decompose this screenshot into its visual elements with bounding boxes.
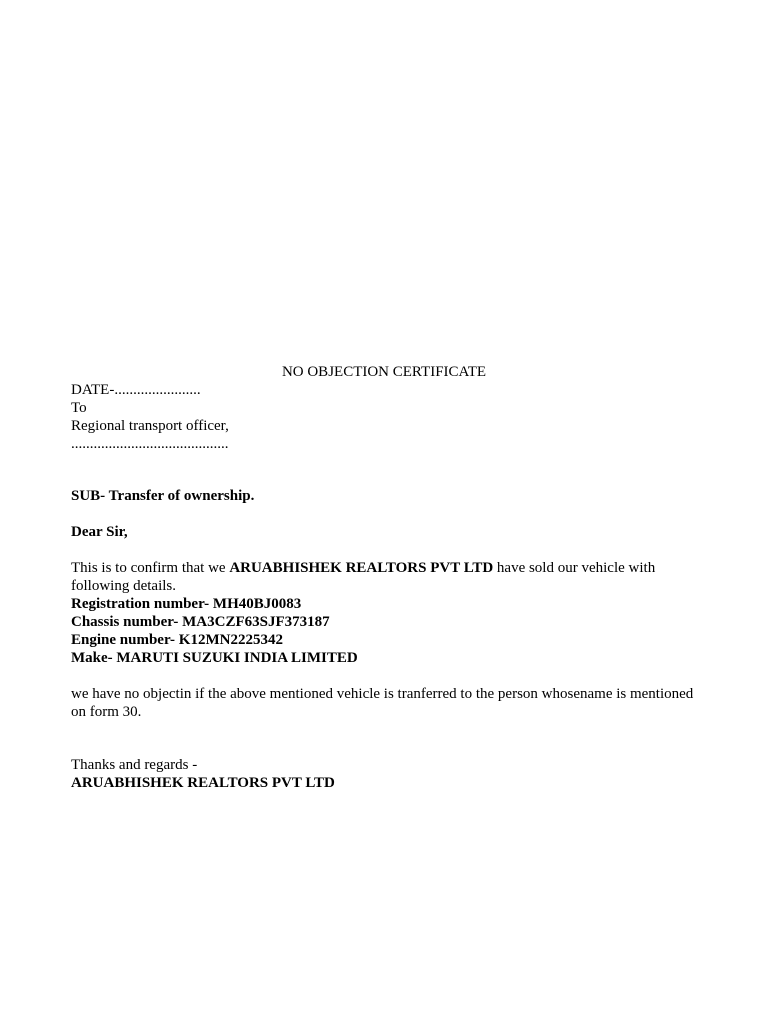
- date-line: DATE-.......................: [71, 382, 201, 398]
- certificate-body: [71, 363, 711, 792]
- engine-number: Engine number- K12MN2225342: [71, 632, 283, 648]
- signature-company: ARUABHISHEK REALTORS PVT LTD: [71, 775, 335, 791]
- spacer: [71, 453, 711, 487]
- spacer: [71, 721, 711, 756]
- intro-text-after: have sold our vehicle with following details.: [71, 560, 656, 594]
- subject-line: SUB- Transfer of ownership.: [71, 488, 255, 504]
- certificate-title: NO OBJECTION CERTIFICATE: [281, 364, 487, 380]
- registration-number: Registration number- MH40BJ0083: [71, 596, 302, 612]
- intro-text-before: This is to confirm that we: [71, 560, 230, 576]
- to-line: To: [71, 400, 87, 416]
- salutation: Dear Sir,: [71, 524, 128, 540]
- spacer: [71, 505, 711, 523]
- objection-paragraph: we have no objectin if the above mentioned vehicle is tranferred to the person whosename is mentioned on form 30.: [71, 686, 694, 720]
- intro-paragraph: [71, 559, 701, 595]
- chassis-number: Chassis number- MA3CZF63SJF373187: [71, 614, 330, 630]
- spacer: [71, 667, 711, 685]
- address-blank-line: ..........................................: [71, 436, 229, 452]
- recipient-line: Regional transport officer,: [71, 418, 229, 434]
- closing-line: Thanks and regards -: [71, 757, 198, 773]
- company-name-inline: ARUABHISHEK REALTORS PVT LTD: [229, 560, 494, 576]
- vehicle-make: Make- MARUTI SUZUKI INDIA LIMITED: [71, 650, 358, 666]
- spacer: [71, 541, 711, 559]
